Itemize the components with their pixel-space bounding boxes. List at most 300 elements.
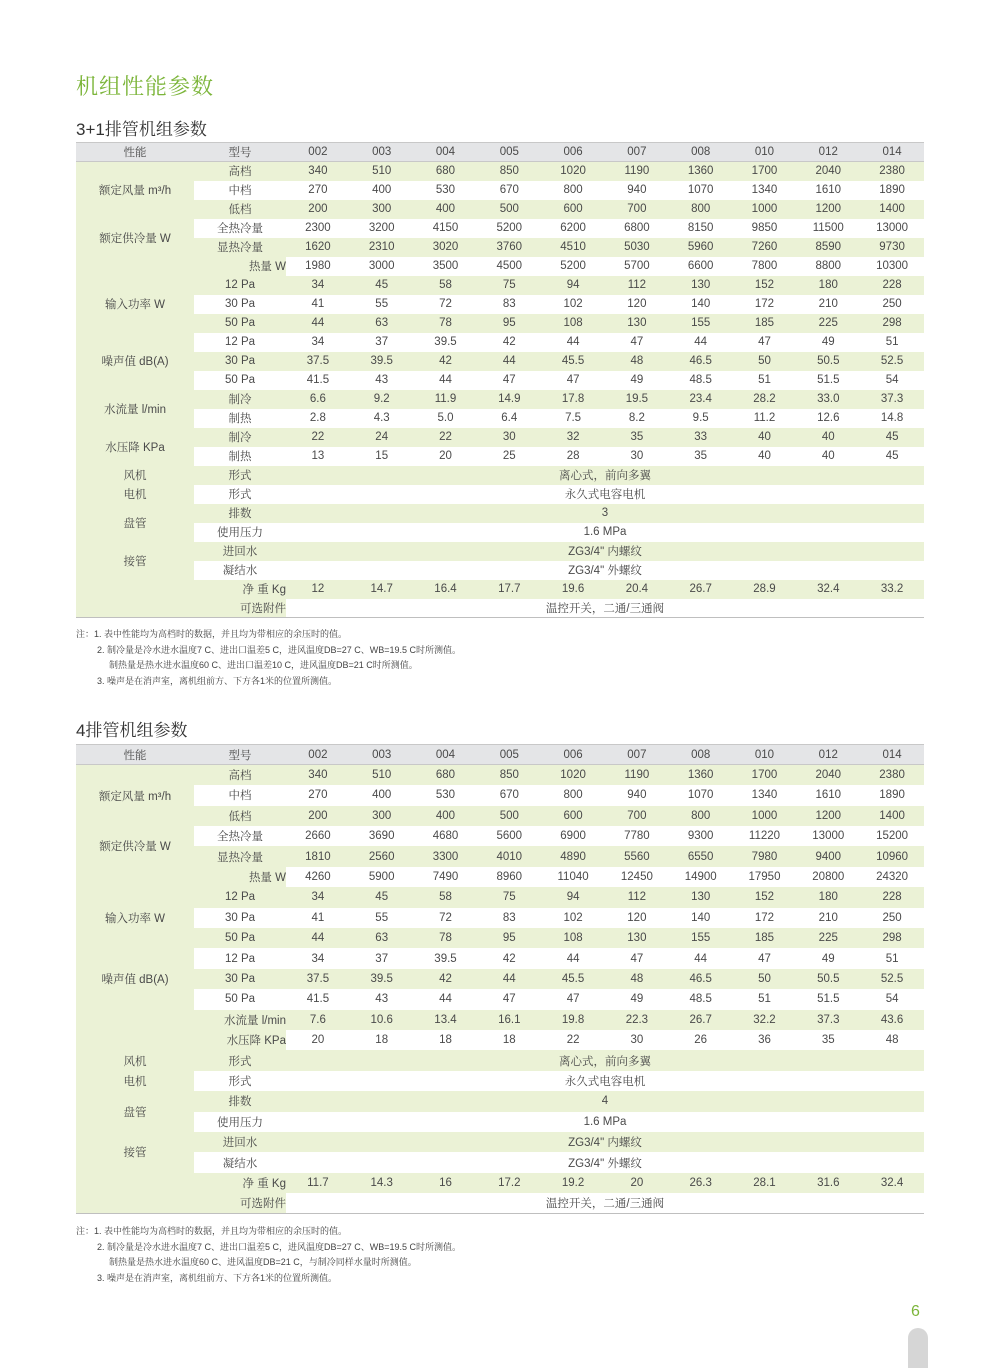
value-cell: 1810	[286, 846, 350, 866]
value-cell: 250	[860, 908, 924, 928]
value-cell: 9.2	[350, 390, 414, 409]
value-cell: 1200	[796, 200, 860, 219]
table-row	[76, 1132, 924, 1152]
value-cell: 11220	[733, 826, 797, 846]
value-cell: 225	[796, 314, 860, 333]
value-cell: 2040	[796, 162, 860, 181]
note-line: 制热量是热水进水温度60 C、进出口温差10 C，进风温度DB=21 C时所测值。	[109, 660, 418, 670]
table-row	[76, 969, 924, 989]
value-cell: 18	[477, 1030, 541, 1050]
value-cell: 11040	[541, 867, 605, 887]
value-cell: 6550	[669, 846, 733, 866]
value-cell: 22	[286, 428, 350, 447]
value-cell: 600	[541, 200, 605, 219]
value-cell: 37.5	[286, 969, 350, 989]
merged-value: 4	[286, 1091, 924, 1111]
value-cell: 3690	[350, 826, 414, 846]
value-cell: 18	[350, 1030, 414, 1050]
group-label: 额定风量 m³/h	[76, 162, 194, 219]
merged-value: 温控开关，二通/三通阀	[286, 599, 924, 618]
sub-label: 制热	[194, 409, 286, 428]
value-cell: 32.4	[860, 1173, 924, 1193]
value-cell: 49	[605, 371, 669, 390]
value-cell: 108	[541, 314, 605, 333]
value-cell: 51	[860, 948, 924, 968]
sub-label: 30 Pa	[194, 969, 286, 989]
spec-table-4-row	[76, 744, 924, 1214]
value-cell: 850	[477, 162, 541, 181]
value-cell: 700	[605, 806, 669, 826]
value-cell: 210	[796, 295, 860, 314]
sub-label: 制冷	[194, 390, 286, 409]
value-cell: 18	[414, 1030, 478, 1050]
value-cell: 22.3	[605, 1010, 669, 1030]
header-model-007: 007	[605, 143, 669, 162]
value-cell: 49	[796, 948, 860, 968]
value-cell: 2300	[286, 219, 350, 238]
value-cell: 26	[669, 1030, 733, 1050]
header-model-007: 007	[605, 745, 669, 765]
value-cell: 37	[350, 948, 414, 968]
table-row	[76, 1010, 924, 1030]
value-cell: 48	[860, 1030, 924, 1050]
value-cell: 130	[669, 276, 733, 295]
value-cell: 8.2	[605, 409, 669, 428]
value-cell: 340	[286, 765, 350, 785]
notes-4-row	[76, 1224, 461, 1286]
value-cell: 10.6	[350, 1010, 414, 1030]
row-label: 热量 W	[76, 867, 286, 887]
value-cell: 28.9	[733, 580, 797, 599]
value-cell: 850	[477, 765, 541, 785]
value-cell: 1890	[860, 785, 924, 805]
value-cell: 130	[605, 928, 669, 948]
value-cell: 2310	[350, 238, 414, 257]
value-cell: 26.3	[669, 1173, 733, 1193]
value-cell: 47	[605, 333, 669, 352]
value-cell: 130	[669, 887, 733, 907]
value-cell: 14.7	[350, 580, 414, 599]
row-label: 可选附件	[76, 1193, 286, 1213]
value-cell: 6.4	[477, 409, 541, 428]
table-row	[76, 257, 924, 276]
value-cell: 9730	[860, 238, 924, 257]
table-row	[76, 428, 924, 447]
value-cell: 1000	[733, 200, 797, 219]
value-cell: 34	[286, 276, 350, 295]
value-cell: 16.4	[414, 580, 478, 599]
value-cell: 7.6	[286, 1010, 350, 1030]
table-row	[76, 806, 924, 826]
group-label: 水压降 KPa	[76, 428, 194, 466]
value-cell: 5900	[350, 867, 414, 887]
value-cell: 33	[669, 428, 733, 447]
value-cell: 44	[286, 928, 350, 948]
value-cell: 4890	[541, 846, 605, 866]
value-cell: 40	[796, 428, 860, 447]
value-cell: 2.8	[286, 409, 350, 428]
value-cell: 530	[414, 785, 478, 805]
value-cell: 48	[605, 969, 669, 989]
value-cell: 228	[860, 276, 924, 295]
value-cell: 50	[733, 352, 797, 371]
table-row	[76, 523, 924, 542]
sub-label: 制热	[194, 447, 286, 466]
value-cell: 51	[733, 989, 797, 1009]
value-cell: 9850	[733, 219, 797, 238]
header-model-008: 008	[669, 143, 733, 162]
value-cell: 19.6	[541, 580, 605, 599]
value-cell: 9300	[669, 826, 733, 846]
merged-value: 3	[286, 504, 924, 523]
note-line: 3. 噪声是在消声室，离机组前方、下方各1米的位置所测值。	[97, 675, 338, 686]
table-row	[76, 466, 924, 485]
value-cell: 36	[733, 1030, 797, 1050]
table-row	[76, 1152, 924, 1172]
table-row	[76, 1193, 924, 1213]
note-line: 2. 制冷量是冷水进水温度7 C、进出口温差5 C，进风温度DB=27 C、WB=19.5 C时所测值。	[97, 1241, 462, 1252]
value-cell: 35	[605, 428, 669, 447]
value-cell: 9.5	[669, 409, 733, 428]
sub-label: 凝结水	[194, 1152, 286, 1172]
header-model-014: 014	[860, 745, 924, 765]
spec-table-3plus1-row	[76, 142, 924, 618]
value-cell: 45	[350, 887, 414, 907]
table-row	[76, 1030, 924, 1050]
value-cell: 39.5	[414, 948, 478, 968]
sub-label: 高档	[194, 765, 286, 785]
merged-value: ZG3/4" 内螺纹	[286, 542, 924, 561]
table-row	[76, 1071, 924, 1091]
value-cell: 1620	[286, 238, 350, 257]
table-row	[76, 1173, 924, 1193]
value-cell: 55	[350, 295, 414, 314]
sub-label: 排数	[194, 1091, 286, 1111]
value-cell: 35	[796, 1030, 860, 1050]
value-cell: 42	[477, 333, 541, 352]
value-cell: 37	[350, 333, 414, 352]
header-model-003: 003	[350, 143, 414, 162]
table-row	[76, 928, 924, 948]
value-cell: 95	[477, 928, 541, 948]
merged-value: 温控开关，二通/三通阀	[286, 1193, 924, 1213]
group-label: 盘管	[76, 504, 194, 542]
value-cell: 15	[350, 447, 414, 466]
value-cell: 228	[860, 887, 924, 907]
value-cell: 400	[350, 785, 414, 805]
header-perf: 性能	[76, 745, 194, 765]
table-row	[76, 219, 924, 238]
value-cell: 28.2	[733, 390, 797, 409]
value-cell: 1340	[733, 785, 797, 805]
value-cell: 34	[286, 887, 350, 907]
value-cell: 15200	[860, 826, 924, 846]
value-cell: 14.9	[477, 390, 541, 409]
value-cell: 41.5	[286, 371, 350, 390]
value-cell: 42	[477, 948, 541, 968]
value-cell: 4010	[477, 846, 541, 866]
sub-label: 12 Pa	[194, 333, 286, 352]
value-cell: 34	[286, 333, 350, 352]
value-cell: 54	[860, 371, 924, 390]
note-line: 3. 噪声是在消声室，离机组前方、下方各1米的位置所测值。	[97, 1272, 338, 1283]
value-cell: 940	[605, 785, 669, 805]
sub-label: 全热冷量	[194, 826, 286, 846]
value-cell: 1400	[860, 806, 924, 826]
sub-label: 制冷	[194, 428, 286, 447]
value-cell: 1700	[733, 765, 797, 785]
sub-label: 30 Pa	[194, 352, 286, 371]
sub-label: 凝结水	[194, 561, 286, 580]
value-cell: 500	[477, 200, 541, 219]
value-cell: 680	[414, 162, 478, 181]
value-cell: 20	[605, 1173, 669, 1193]
value-cell: 58	[414, 887, 478, 907]
group-label: 盘管	[76, 1091, 194, 1132]
value-cell: 33.2	[860, 580, 924, 599]
value-cell: 44	[669, 333, 733, 352]
value-cell: 32.4	[796, 580, 860, 599]
value-cell: 8960	[477, 867, 541, 887]
table-row	[76, 887, 924, 907]
value-cell: 140	[669, 908, 733, 928]
value-cell: 17.7	[477, 580, 541, 599]
value-cell: 28	[541, 447, 605, 466]
value-cell: 20	[414, 447, 478, 466]
value-cell: 47	[733, 948, 797, 968]
value-cell: 7490	[414, 867, 478, 887]
header-model-002: 002	[286, 745, 350, 765]
note-line: 2. 制冷量是冷水进水温度7 C、进出口温差5 C，进风温度DB=27 C、WB=19.5 C时所测值。	[97, 644, 462, 655]
group-label: 额定供冷量 W	[76, 826, 194, 867]
value-cell: 4150	[414, 219, 478, 238]
value-cell: 11.2	[733, 409, 797, 428]
header-model-012: 012	[796, 745, 860, 765]
value-cell: 2660	[286, 826, 350, 846]
value-cell: 50.5	[796, 352, 860, 371]
value-cell: 41.5	[286, 989, 350, 1009]
value-cell: 4260	[286, 867, 350, 887]
table-row	[76, 826, 924, 846]
value-cell: 800	[541, 785, 605, 805]
header-model-008: 008	[669, 745, 733, 765]
value-cell: 3760	[477, 238, 541, 257]
sub-label: 50 Pa	[194, 371, 286, 390]
value-cell: 3200	[350, 219, 414, 238]
header-model-006: 006	[541, 745, 605, 765]
value-cell: 55	[350, 908, 414, 928]
header-model-005: 005	[477, 143, 541, 162]
value-cell: 28.1	[733, 1173, 797, 1193]
value-cell: 83	[477, 295, 541, 314]
value-cell: 102	[541, 295, 605, 314]
value-cell: 8590	[796, 238, 860, 257]
merged-value: 离心式，前向多翼	[286, 466, 924, 485]
value-cell: 152	[733, 887, 797, 907]
header-model: 型号	[194, 143, 286, 162]
sub-label: 30 Pa	[194, 908, 286, 928]
value-cell: 7800	[733, 257, 797, 276]
sub-label: 显热冷量	[194, 238, 286, 257]
value-cell: 670	[477, 785, 541, 805]
value-cell: 5.0	[414, 409, 478, 428]
value-cell: 400	[414, 806, 478, 826]
value-cell: 2380	[860, 162, 924, 181]
value-cell: 7780	[605, 826, 669, 846]
section-title-4-row: 4排管机组参数	[76, 721, 188, 740]
sub-label: 排数	[194, 504, 286, 523]
value-cell: 39.5	[350, 352, 414, 371]
value-cell: 47	[733, 333, 797, 352]
value-cell: 510	[350, 765, 414, 785]
value-cell: 54	[860, 989, 924, 1009]
value-cell: 6900	[541, 826, 605, 846]
table-row	[76, 390, 924, 409]
value-cell: 44	[414, 989, 478, 1009]
value-cell: 42	[414, 352, 478, 371]
value-cell: 40	[733, 447, 797, 466]
sub-label: 低档	[194, 200, 286, 219]
value-cell: 270	[286, 181, 350, 200]
value-cell: 47	[605, 948, 669, 968]
merged-value: ZG3/4" 外螺纹	[286, 1152, 924, 1172]
value-cell: 44	[477, 969, 541, 989]
value-cell: 800	[541, 181, 605, 200]
table-row	[76, 846, 924, 866]
sub-label: 进回水	[194, 542, 286, 561]
sub-label: 12 Pa	[194, 887, 286, 907]
value-cell: 94	[541, 887, 605, 907]
header-model-002: 002	[286, 143, 350, 162]
value-cell: 47	[477, 371, 541, 390]
sub-label: 50 Pa	[194, 314, 286, 333]
group-label: 输入功率 W	[76, 887, 194, 948]
value-cell: 8800	[796, 257, 860, 276]
value-cell: 670	[477, 181, 541, 200]
value-cell: 46.5	[669, 969, 733, 989]
value-cell: 10300	[860, 257, 924, 276]
value-cell: 1020	[541, 765, 605, 785]
value-cell: 6600	[669, 257, 733, 276]
value-cell: 155	[669, 314, 733, 333]
value-cell: 30	[477, 428, 541, 447]
value-cell: 13000	[796, 826, 860, 846]
value-cell: 4500	[477, 257, 541, 276]
value-cell: 1890	[860, 181, 924, 200]
value-cell: 45.5	[541, 352, 605, 371]
table-row	[76, 200, 924, 219]
value-cell: 72	[414, 908, 478, 928]
value-cell: 1070	[669, 785, 733, 805]
value-cell: 12	[286, 580, 350, 599]
merged-value: ZG3/4" 外螺纹	[286, 561, 924, 580]
value-cell: 9400	[796, 846, 860, 866]
value-cell: 5200	[541, 257, 605, 276]
value-cell: 44	[541, 333, 605, 352]
value-cell: 120	[605, 295, 669, 314]
value-cell: 3000	[350, 257, 414, 276]
value-cell: 58	[414, 276, 478, 295]
value-cell: 33.0	[796, 390, 860, 409]
value-cell: 34	[286, 948, 350, 968]
value-cell: 4.3	[350, 409, 414, 428]
table-row	[76, 785, 924, 805]
table-row	[76, 276, 924, 295]
value-cell: 180	[796, 887, 860, 907]
group-label: 输入功率 W	[76, 276, 194, 333]
group-label: 电机	[76, 1071, 194, 1091]
value-cell: 13000	[860, 219, 924, 238]
table-row	[76, 447, 924, 466]
value-cell: 44	[477, 352, 541, 371]
value-cell: 140	[669, 295, 733, 314]
section-title-3plus1-row: 3+1排管机组参数	[76, 120, 207, 139]
value-cell: 340	[286, 162, 350, 181]
value-cell: 155	[669, 928, 733, 948]
sub-label: 低档	[194, 806, 286, 826]
page-number: 6	[911, 1303, 920, 1320]
value-cell: 5700	[605, 257, 669, 276]
value-cell: 30	[605, 1030, 669, 1050]
group-label: 接管	[76, 1132, 194, 1173]
value-cell: 31.6	[796, 1173, 860, 1193]
value-cell: 45	[860, 447, 924, 466]
value-cell: 510	[350, 162, 414, 181]
header-model: 型号	[194, 745, 286, 765]
merged-value: 1.6 MPa	[286, 523, 924, 542]
value-cell: 6800	[605, 219, 669, 238]
value-cell: 45.5	[541, 969, 605, 989]
value-cell: 17.8	[541, 390, 605, 409]
table-row	[76, 409, 924, 428]
header-model-014: 014	[860, 143, 924, 162]
value-cell: 2380	[860, 765, 924, 785]
value-cell: 1000	[733, 806, 797, 826]
row-label: 热量 W	[76, 257, 286, 276]
value-cell: 7260	[733, 238, 797, 257]
value-cell: 26.7	[669, 580, 733, 599]
value-cell: 14.8	[860, 409, 924, 428]
value-cell: 112	[605, 887, 669, 907]
table-row	[76, 989, 924, 1009]
value-cell: 298	[860, 314, 924, 333]
table-row	[76, 504, 924, 523]
value-cell: 72	[414, 295, 478, 314]
table-row	[76, 181, 924, 200]
value-cell: 63	[350, 314, 414, 333]
value-cell: 19.2	[541, 1173, 605, 1193]
value-cell: 500	[477, 806, 541, 826]
table-row	[76, 542, 924, 561]
value-cell: 8150	[669, 219, 733, 238]
value-cell: 12.6	[796, 409, 860, 428]
value-cell: 44	[669, 948, 733, 968]
table-row	[76, 765, 924, 785]
row-label: 净 重 Kg	[76, 1173, 286, 1193]
sub-label: 全热冷量	[194, 219, 286, 238]
sub-label: 显热冷量	[194, 846, 286, 866]
row-label: 水流量 l/min	[76, 1010, 286, 1030]
value-cell: 24320	[860, 867, 924, 887]
table-row	[76, 295, 924, 314]
value-cell: 102	[541, 908, 605, 928]
table-row	[76, 314, 924, 333]
sub-label: 形式	[194, 1071, 286, 1091]
value-cell: 37.3	[860, 390, 924, 409]
value-cell: 400	[414, 200, 478, 219]
value-cell: 83	[477, 908, 541, 928]
value-cell: 51.5	[796, 371, 860, 390]
